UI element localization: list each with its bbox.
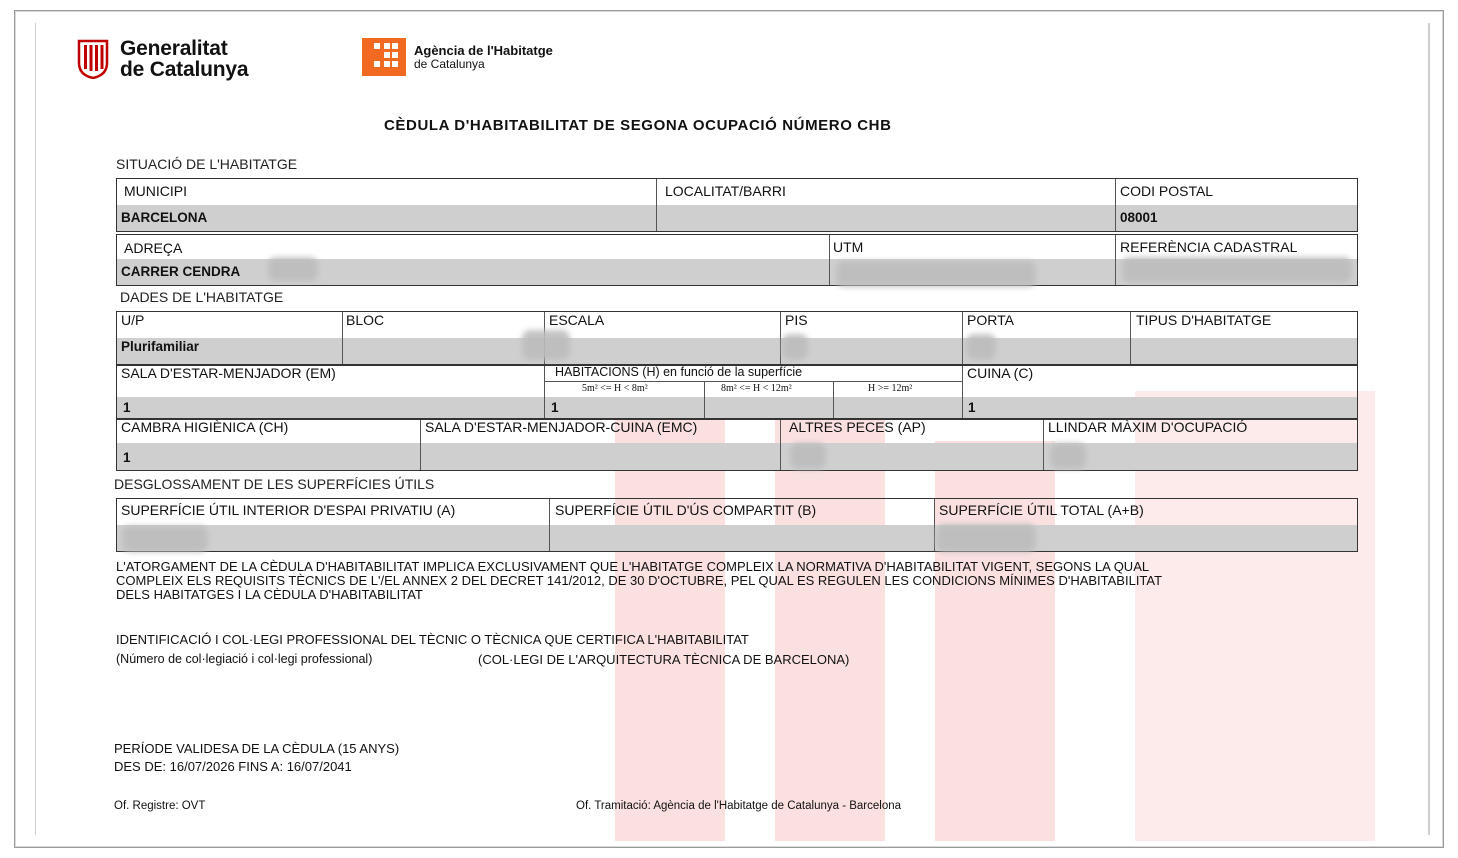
section-superficies-heading: DESGLOSSAMENT DE LES SUPERFÍCIES ÚTILS: [114, 476, 435, 492]
superficie-total-label: SUPERFÍCIE ÚTIL TOTAL (A+B): [939, 502, 1144, 518]
escala-label: ESCALA: [549, 312, 605, 328]
emc-label: SALA D'ESTAR-MENJADOR-CUINA (EMC): [425, 419, 698, 435]
sala-estar-value: 1: [123, 400, 131, 415]
porta-label: PORTA: [967, 312, 1014, 328]
pis-label: PIS: [785, 312, 808, 328]
llindar-ocupacio-label: LLINDAR MÀXIM D'OCUPACIÓ: [1048, 419, 1248, 435]
sala-estar-label: SALA D'ESTAR-MENJADOR (EM): [121, 365, 336, 381]
altres-peces-label: ALTRES PECES (AP): [789, 419, 926, 435]
agencia-line2: de Catalunya: [414, 56, 485, 71]
agencia-line1: Agència de l'Habitatge: [414, 42, 553, 58]
cambra-higienica-label: CAMBRA HIGIÈNICA (CH): [121, 419, 289, 435]
document-title: CÈDULA D'HABITABILITAT DE SEGONA OCUPACIÓ NÚMERO CHB: [384, 117, 892, 134]
atorgament-line2: COMPLEIX ELS REQUISITS TÈCNICS DE L'/EL ANNEX 2 DEL DECRET 141/2012, DE 30 D'OCTUBRE, PEL QUAL ES REGULEN LES CONDICIONS MÍNIMES D'HABITABILITAT: [116, 573, 1163, 588]
redacted-altres-peces: [790, 443, 826, 469]
footer-tramitacio: Of. Tramitació: Agència de l'Habitatge de Catalunya - Barcelona: [576, 800, 902, 812]
dades-row3-fill: [117, 443, 1357, 470]
hab-range2-label: 8m² <= H < 12m²: [721, 383, 792, 394]
footer-registre: Of. Registre: OVT: [114, 800, 206, 812]
validesa-dates: DES DE: 16/07/2026 FINS A: 16/07/2041: [114, 759, 352, 774]
redacted-porta: [966, 334, 996, 360]
tecnic-heading: IDENTIFICACIÓ I COL·LEGI PROFESSIONAL DEL TÈCNIC O TÈCNICA QUE CERTIFICA L'HABITABILITAT: [116, 632, 749, 647]
validesa-heading: PERÍODE VALIDESA DE LA CÈDULA (15 ANYS): [114, 741, 400, 756]
redacted-escala: [522, 330, 570, 360]
atorgament-line1: L'ATORGAMENT DE LA CÈDULA D'HABITABILITAT IMPLICA EXCLUSIVAMENT QUE L'HABITATGE COMPLEIX LA NORMATIVA D'HABITABILITAT VIGENT, SEGONS LA QUAL: [116, 559, 1150, 574]
cuina-value: 1: [968, 400, 976, 415]
up-label: U/P: [121, 312, 145, 328]
redacted-adreca: [268, 257, 318, 281]
watermark-shape-1: [615, 411, 725, 841]
situacio-row1-fill: [117, 205, 1357, 231]
localitat-label: LOCALITAT/BARRI: [665, 183, 786, 199]
superficie-privativa-label: SUPERFÍCIE ÚTIL INTERIOR D'ESPAI PRIVATIU (A): [121, 502, 456, 518]
redacted-pis: [782, 334, 808, 360]
redacted-superficie-a: [122, 526, 208, 552]
redacted-llindar: [1050, 443, 1086, 469]
redacted-referencia: [1122, 257, 1352, 283]
generalitat-line2: de Catalunya: [120, 58, 249, 81]
municipi-value: BARCELONA: [121, 210, 208, 225]
cambra-higienica-value: 1: [123, 450, 131, 465]
superficie-compartida-label: SUPERFÍCIE ÚTIL D'ÚS COMPARTIT (B): [555, 502, 817, 518]
hab-range1-label: 5m² <= H < 8m²: [582, 383, 648, 394]
habitacions-label: HABITACIONS (H) en funció de la superfície: [555, 365, 803, 379]
agencia-grid-icon: [362, 38, 406, 76]
adreca-label: ADREÇA: [124, 240, 183, 256]
section-dades-heading: DADES DE L'HABITATGE: [120, 289, 284, 305]
hab-range1-value: 1: [551, 400, 559, 415]
agencia-habitatge-logo: [362, 38, 553, 76]
dades-row2-fill: [117, 397, 1357, 418]
referencia-cadastral-label: REFERÈNCIA CADASTRAL: [1120, 239, 1298, 255]
hab-range3-label: H >= 12m²: [868, 383, 913, 394]
cuina-label: CUINA (C): [967, 365, 1034, 381]
bloc-label: BLOC: [346, 312, 385, 328]
watermark-shape-2: [775, 411, 885, 841]
up-value: Plurifamiliar: [121, 339, 200, 354]
dades-row1-fill: [117, 338, 1357, 364]
redacted-utm: [836, 261, 1036, 287]
tecnic-collegi: (COL·LEGI DE L'ARQUITECTURA TÈCNICA DE BARCELONA): [478, 652, 850, 667]
codi-postal-label: CODI POSTAL: [1120, 183, 1214, 199]
utm-label: UTM: [833, 239, 864, 255]
superficies-row-fill: [117, 525, 1357, 551]
generalitat-emblem-icon: [76, 39, 110, 79]
generalitat-line1: Generalitat: [120, 37, 228, 60]
tipus-habitatge-label: TIPUS D'HABITATGE: [1136, 312, 1272, 328]
redacted-superficie-total: [936, 524, 1036, 552]
municipi-label: MUNICIPI: [124, 183, 187, 199]
adreca-value: CARRER CENDRA: [121, 264, 241, 279]
section-situacio-heading: SITUACIÓ DE L'HABITATGE: [116, 156, 298, 172]
atorgament-line3: DELS HABITATGES I LA CÈDULA D'HABITABILITAT: [116, 587, 423, 602]
tecnic-sublabel: (Número de col·legiació i col·legi professional): [116, 652, 373, 666]
codi-postal-value: 08001: [1120, 210, 1158, 225]
generalitat-logo: [76, 38, 248, 80]
